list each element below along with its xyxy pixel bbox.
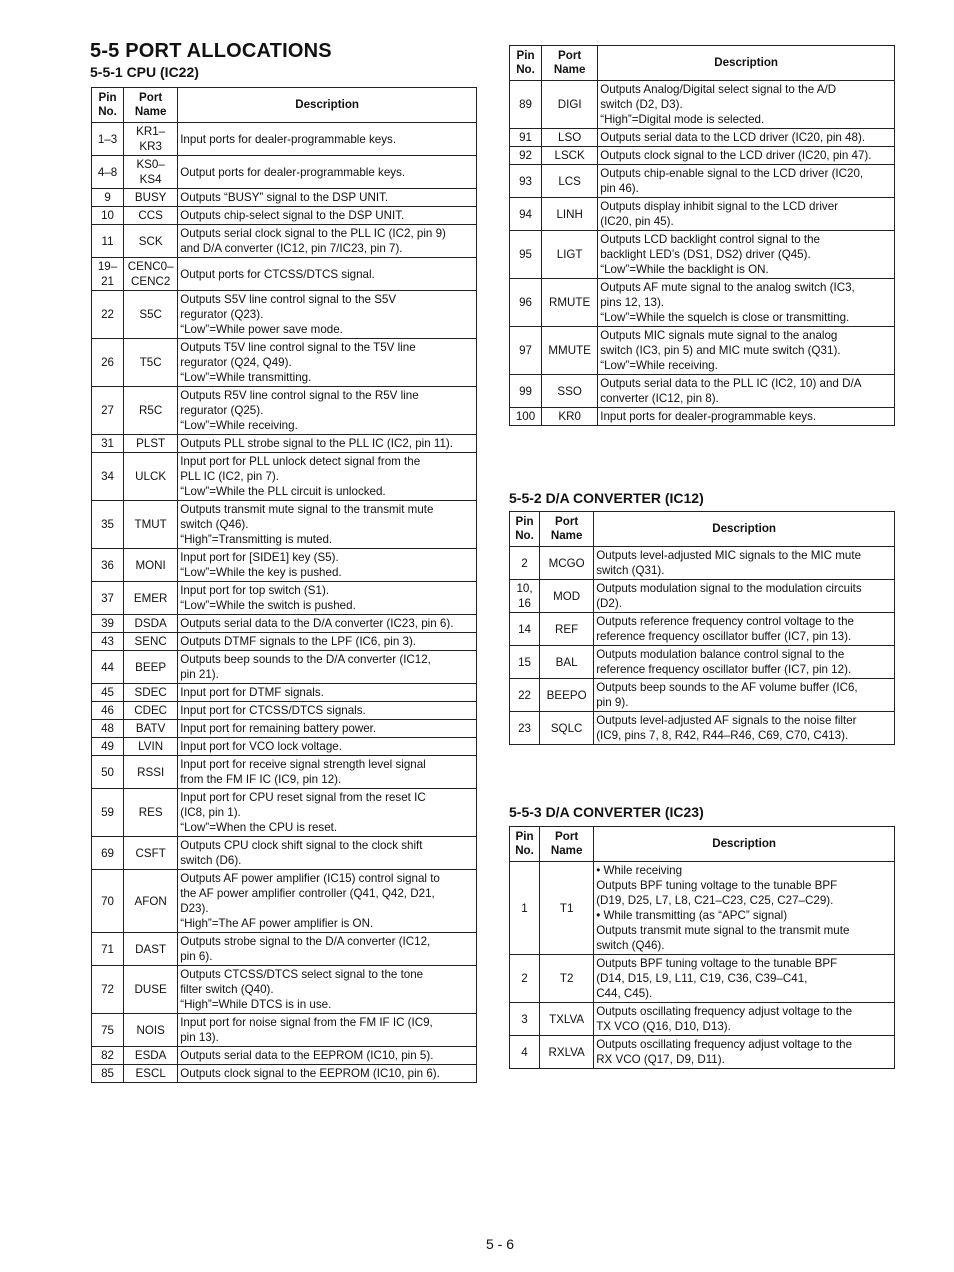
port-cell: PLST bbox=[124, 435, 178, 453]
description-cell: Input port for [SIDE1] key (S5). “Low”=While the key is pushed. bbox=[178, 549, 477, 582]
description-cell: Outputs “BUSY” signal to the DSP UNIT. bbox=[178, 189, 477, 207]
description-cell: Input port for CTCSS/DTCS signals. bbox=[178, 702, 477, 720]
table-row bbox=[510, 165, 895, 198]
port-cell: T1 bbox=[540, 862, 594, 955]
port-cell: CENC0– CENC2 bbox=[124, 258, 178, 291]
pin-cell: 49 bbox=[92, 738, 124, 756]
header-pin-no: Pin No. bbox=[510, 512, 540, 547]
description-cell: Outputs PLL strobe signal to the PLL IC (IC2, pin 11). bbox=[178, 435, 477, 453]
section-heading-cpu: 5-5-1 CPU (IC22) bbox=[90, 64, 199, 80]
pin-cell: 2 bbox=[510, 547, 540, 580]
description-cell: Outputs LCD backlight control signal to the backlight LED’s (DS1, DS2) driver (Q45). “Low”=While the backlight is ON. bbox=[598, 231, 895, 279]
header-pin-no: Pin No. bbox=[510, 46, 542, 81]
table-row bbox=[92, 339, 477, 387]
pin-cell: 9 bbox=[92, 189, 124, 207]
description-cell: Input port for top switch (S1). “Low”=While the switch is pushed. bbox=[178, 582, 477, 615]
description-cell: Outputs modulation signal to the modulation circuits (D2). bbox=[594, 580, 895, 613]
port-cell: LCS bbox=[542, 165, 598, 198]
table-row bbox=[92, 702, 477, 720]
pin-cell: 19– 21 bbox=[92, 258, 124, 291]
description-cell: Input port for noise signal from the FM IF IC (IC9, pin 13). bbox=[178, 1014, 477, 1047]
table-header-row bbox=[92, 88, 477, 123]
port-cell: SDEC bbox=[124, 684, 178, 702]
pin-cell: 96 bbox=[510, 279, 542, 327]
table-row bbox=[510, 279, 895, 327]
pin-cell: 94 bbox=[510, 198, 542, 231]
table-row bbox=[92, 651, 477, 684]
table-row bbox=[510, 129, 895, 147]
table-row bbox=[510, 147, 895, 165]
page-title: 5-5 PORT ALLOCATIONS bbox=[90, 40, 332, 62]
description-cell: Outputs CPU clock shift signal to the clock shift switch (D6). bbox=[178, 837, 477, 870]
table-row bbox=[510, 679, 895, 712]
port-cell: BAL bbox=[540, 646, 594, 679]
port-cell: DAST bbox=[124, 933, 178, 966]
table-row bbox=[92, 453, 477, 501]
pin-cell: 4–8 bbox=[92, 156, 124, 189]
description-cell: Outputs serial data to the PLL IC (IC2, 10) and D/A converter (IC12, pin 8). bbox=[598, 375, 895, 408]
table-row bbox=[92, 615, 477, 633]
description-cell: Outputs clock signal to the LCD driver (IC20, pin 47). bbox=[598, 147, 895, 165]
header-description: Description bbox=[594, 827, 895, 862]
description-cell: Outputs serial clock signal to the PLL IC (IC2, pin 9) and D/A converter (IC12, pin 7/IC23, pin 7). bbox=[178, 225, 477, 258]
pin-cell: 45 bbox=[92, 684, 124, 702]
header-port-name: Port Name bbox=[540, 827, 594, 862]
table-row bbox=[92, 123, 477, 156]
description-cell: • While receiving Outputs BPF tuning voltage to the tunable BPF (D19, D25, L7, L8, C21–C23, C25, C27–C29). • While transmitting (as “APC” signal) Outputs transmit mute signal to the transmit mute switch (Q46). bbox=[594, 862, 895, 955]
port-cell: LVIN bbox=[124, 738, 178, 756]
table-row bbox=[510, 231, 895, 279]
table-row bbox=[92, 684, 477, 702]
port-cell: T5C bbox=[124, 339, 178, 387]
table-row bbox=[92, 225, 477, 258]
table-row bbox=[92, 435, 477, 453]
description-cell: Outputs Analog/Digital select signal to the A/D switch (D2, D3). “High”=Digital mode is selected. bbox=[598, 81, 895, 129]
cpu-port-table bbox=[91, 87, 477, 1083]
description-cell: Input port for PLL unlock detect signal from the PLL IC (IC2, pin 7). “Low”=While the PLL circuit is unlocked. bbox=[178, 453, 477, 501]
header-pin-no: Pin No. bbox=[92, 88, 124, 123]
pin-cell: 44 bbox=[92, 651, 124, 684]
pin-cell: 72 bbox=[92, 966, 124, 1014]
pin-cell: 91 bbox=[510, 129, 542, 147]
pin-cell: 23 bbox=[510, 712, 540, 745]
table-row bbox=[92, 156, 477, 189]
description-cell: Input ports for dealer-programmable keys. bbox=[598, 408, 895, 426]
pin-cell: 1 bbox=[510, 862, 540, 955]
port-cell: ULCK bbox=[124, 453, 178, 501]
da-ic12-port-table bbox=[509, 511, 895, 745]
da-ic23-port-table bbox=[509, 826, 895, 1069]
port-cell: TXLVA bbox=[540, 1003, 594, 1036]
table-row bbox=[92, 387, 477, 435]
table-row bbox=[92, 1014, 477, 1047]
description-cell: Outputs oscillating frequency adjust voltage to the RX VCO (Q17, D9, D11). bbox=[594, 1036, 895, 1069]
table-row bbox=[92, 837, 477, 870]
table-row bbox=[92, 501, 477, 549]
table-row bbox=[92, 189, 477, 207]
description-cell: Outputs modulation balance control signal to the reference frequency oscillator buffer (IC7, pin 12). bbox=[594, 646, 895, 679]
pin-cell: 10, 16 bbox=[510, 580, 540, 613]
port-cell: EMER bbox=[124, 582, 178, 615]
description-cell: Outputs strobe signal to the D/A converter (IC12, pin 6). bbox=[178, 933, 477, 966]
description-cell: Outputs beep sounds to the D/A converter (IC12, pin 21). bbox=[178, 651, 477, 684]
port-cell: ESDA bbox=[124, 1047, 178, 1065]
port-cell: KS0– KS4 bbox=[124, 156, 178, 189]
pin-cell: 97 bbox=[510, 327, 542, 375]
table-row bbox=[92, 720, 477, 738]
port-cell: RSSI bbox=[124, 756, 178, 789]
header-description: Description bbox=[598, 46, 895, 81]
pin-cell: 36 bbox=[92, 549, 124, 582]
port-cell: REF bbox=[540, 613, 594, 646]
pin-cell: 43 bbox=[92, 633, 124, 651]
section-heading-da-ic12: 5-5-2 D/A CONVERTER (IC12) bbox=[509, 490, 704, 506]
port-cell: BEEPO bbox=[540, 679, 594, 712]
pin-cell: 71 bbox=[92, 933, 124, 966]
description-cell: Outputs clock signal to the EEPROM (IC10, pin 6). bbox=[178, 1065, 477, 1083]
pin-cell: 27 bbox=[92, 387, 124, 435]
port-cell: MCGO bbox=[540, 547, 594, 580]
header-description: Description bbox=[178, 88, 477, 123]
pin-cell: 3 bbox=[510, 1003, 540, 1036]
port-cell: RES bbox=[124, 789, 178, 837]
table-row bbox=[92, 756, 477, 789]
pin-cell: 14 bbox=[510, 613, 540, 646]
port-cell: DSDA bbox=[124, 615, 178, 633]
port-cell: LSCK bbox=[542, 147, 598, 165]
table-row bbox=[510, 712, 895, 745]
header-port-name: Port Name bbox=[540, 512, 594, 547]
description-cell: Outputs serial data to the EEPROM (IC10, pin 5). bbox=[178, 1047, 477, 1065]
pin-cell: 92 bbox=[510, 147, 542, 165]
page-number: 5 - 6 bbox=[486, 1236, 515, 1252]
pin-cell: 22 bbox=[92, 291, 124, 339]
table-row bbox=[510, 375, 895, 408]
port-cell: MOD bbox=[540, 580, 594, 613]
table-row bbox=[92, 549, 477, 582]
table-row bbox=[92, 1065, 477, 1083]
description-cell: Outputs beep sounds to the AF volume buffer (IC6, pin 9). bbox=[594, 679, 895, 712]
description-cell: Outputs oscillating frequency adjust voltage to the TX VCO (Q16, D10, D13). bbox=[594, 1003, 895, 1036]
port-cell: SCK bbox=[124, 225, 178, 258]
description-cell: Outputs AF power amplifier (IC15) control signal to the AF power amplifier controller (Q41, Q42, D21, D23). “High”=The AF power amplifier is ON. bbox=[178, 870, 477, 933]
port-cell: SENC bbox=[124, 633, 178, 651]
port-cell: DUSE bbox=[124, 966, 178, 1014]
pin-cell: 69 bbox=[92, 837, 124, 870]
description-cell: Input ports for dealer-programmable keys. bbox=[178, 123, 477, 156]
pin-cell: 22 bbox=[510, 679, 540, 712]
table-row bbox=[92, 738, 477, 756]
pin-cell: 48 bbox=[92, 720, 124, 738]
table-row bbox=[510, 81, 895, 129]
description-cell: Input port for VCO lock voltage. bbox=[178, 738, 477, 756]
pin-cell: 10 bbox=[92, 207, 124, 225]
pin-cell: 46 bbox=[92, 702, 124, 720]
pin-cell: 2 bbox=[510, 955, 540, 1003]
description-cell: Outputs CTCSS/DTCS select signal to the tone filter switch (Q40). “High”=While DTCS is in use. bbox=[178, 966, 477, 1014]
pin-cell: 93 bbox=[510, 165, 542, 198]
table-row bbox=[510, 613, 895, 646]
pin-cell: 1–3 bbox=[92, 123, 124, 156]
port-cell: BATV bbox=[124, 720, 178, 738]
port-cell: AFON bbox=[124, 870, 178, 933]
table-header-row bbox=[510, 46, 895, 81]
table-row bbox=[510, 198, 895, 231]
table-row bbox=[92, 966, 477, 1014]
port-cell: ESCL bbox=[124, 1065, 178, 1083]
port-cell: R5C bbox=[124, 387, 178, 435]
port-cell: MONI bbox=[124, 549, 178, 582]
table-row bbox=[92, 633, 477, 651]
table-row bbox=[92, 1047, 477, 1065]
description-cell: Outputs transmit mute signal to the transmit mute switch (Q46). “High”=Transmitting is muted. bbox=[178, 501, 477, 549]
port-cell: LSO bbox=[542, 129, 598, 147]
pin-cell: 39 bbox=[92, 615, 124, 633]
port-cell: RMUTE bbox=[542, 279, 598, 327]
table-row bbox=[510, 580, 895, 613]
table-row bbox=[510, 955, 895, 1003]
description-cell: Output ports for CTCSS/DTCS signal. bbox=[178, 258, 477, 291]
port-cell: MMUTE bbox=[542, 327, 598, 375]
table-row bbox=[510, 862, 895, 955]
port-cell: KR0 bbox=[542, 408, 598, 426]
description-cell: Output ports for dealer-programmable keys. bbox=[178, 156, 477, 189]
pin-cell: 34 bbox=[92, 453, 124, 501]
port-cell: NOIS bbox=[124, 1014, 178, 1047]
table-row bbox=[92, 582, 477, 615]
header-description: Description bbox=[594, 512, 895, 547]
description-cell: Outputs MIC signals mute signal to the analog switch (IC3, pin 5) and MIC mute switch (Q31). “Low”=While receiving. bbox=[598, 327, 895, 375]
table-row bbox=[510, 327, 895, 375]
description-cell: Outputs serial data to the D/A converter (IC23, pin 6). bbox=[178, 615, 477, 633]
pin-cell: 85 bbox=[92, 1065, 124, 1083]
port-cell: RXLVA bbox=[540, 1036, 594, 1069]
pin-cell: 59 bbox=[92, 789, 124, 837]
cpu-port-table-continued bbox=[509, 45, 895, 426]
description-cell: Outputs chip-select signal to the DSP UNIT. bbox=[178, 207, 477, 225]
port-cell: SQLC bbox=[540, 712, 594, 745]
pin-cell: 35 bbox=[92, 501, 124, 549]
pin-cell: 50 bbox=[92, 756, 124, 789]
table-row bbox=[92, 291, 477, 339]
pin-cell: 70 bbox=[92, 870, 124, 933]
description-cell: Outputs BPF tuning voltage to the tunable BPF (D14, D15, L9, L11, C19, C36, C39–C41, C44, C45). bbox=[594, 955, 895, 1003]
port-cell: BEEP bbox=[124, 651, 178, 684]
pin-cell: 99 bbox=[510, 375, 542, 408]
description-cell: Outputs R5V line control signal to the R5V line regurator (Q25). “Low”=While receiving. bbox=[178, 387, 477, 435]
description-cell: Outputs level-adjusted AF signals to the noise filter (IC9, pins 7, 8, R42, R44–R46, C69, C70, C413). bbox=[594, 712, 895, 745]
section-heading-da-ic23: 5-5-3 D/A CONVERTER (IC23) bbox=[509, 804, 704, 820]
port-cell: S5C bbox=[124, 291, 178, 339]
pin-cell: 31 bbox=[92, 435, 124, 453]
port-cell: CCS bbox=[124, 207, 178, 225]
table-row bbox=[510, 1036, 895, 1069]
pin-cell: 95 bbox=[510, 231, 542, 279]
pin-cell: 37 bbox=[92, 582, 124, 615]
pin-cell: 100 bbox=[510, 408, 542, 426]
port-cell: TMUT bbox=[124, 501, 178, 549]
table-header-row bbox=[510, 512, 895, 547]
port-cell: T2 bbox=[540, 955, 594, 1003]
description-cell: Input port for receive signal strength level signal from the FM IF IC (IC9, pin 12). bbox=[178, 756, 477, 789]
pin-cell: 11 bbox=[92, 225, 124, 258]
pin-cell: 75 bbox=[92, 1014, 124, 1047]
port-cell: LINH bbox=[542, 198, 598, 231]
description-cell: Outputs reference frequency control voltage to the reference frequency oscillator buffer (IC7, pin 13). bbox=[594, 613, 895, 646]
description-cell: Outputs DTMF signals to the LPF (IC6, pin 3). bbox=[178, 633, 477, 651]
table-row bbox=[92, 258, 477, 291]
table-header-row bbox=[510, 827, 895, 862]
table-row bbox=[510, 408, 895, 426]
port-cell: BUSY bbox=[124, 189, 178, 207]
port-cell: DIGI bbox=[542, 81, 598, 129]
table-row bbox=[510, 547, 895, 580]
description-cell: Outputs serial data to the LCD driver (IC20, pin 48). bbox=[598, 129, 895, 147]
table-row bbox=[510, 1003, 895, 1036]
description-cell: Input port for remaining battery power. bbox=[178, 720, 477, 738]
port-cell: LIGT bbox=[542, 231, 598, 279]
pin-cell: 15 bbox=[510, 646, 540, 679]
pin-cell: 26 bbox=[92, 339, 124, 387]
table-row bbox=[92, 933, 477, 966]
header-pin-no: Pin No. bbox=[510, 827, 540, 862]
port-cell: CSFT bbox=[124, 837, 178, 870]
port-cell: SSO bbox=[542, 375, 598, 408]
description-cell: Input port for DTMF signals. bbox=[178, 684, 477, 702]
pin-cell: 4 bbox=[510, 1036, 540, 1069]
port-cell: CDEC bbox=[124, 702, 178, 720]
table-row bbox=[510, 646, 895, 679]
description-cell: Input port for CPU reset signal from the reset IC (IC8, pin 1). “Low”=When the CPU is reset. bbox=[178, 789, 477, 837]
description-cell: Outputs display inhibit signal to the LCD driver (IC20, pin 45). bbox=[598, 198, 895, 231]
header-port-name: Port Name bbox=[542, 46, 598, 81]
description-cell: Outputs AF mute signal to the analog switch (IC3, pins 12, 13). “Low”=While the squelch is close or transmitting. bbox=[598, 279, 895, 327]
description-cell: Outputs T5V line control signal to the T5V line regurator (Q24, Q49). “Low”=While transmitting. bbox=[178, 339, 477, 387]
description-cell: Outputs level-adjusted MIC signals to the MIC mute switch (Q31). bbox=[594, 547, 895, 580]
table-row bbox=[92, 870, 477, 933]
table-row bbox=[92, 789, 477, 837]
table-row bbox=[92, 207, 477, 225]
description-cell: Outputs S5V line control signal to the S5V regurator (Q23). “Low”=While power save mode. bbox=[178, 291, 477, 339]
pin-cell: 89 bbox=[510, 81, 542, 129]
header-port-name: Port Name bbox=[124, 88, 178, 123]
pin-cell: 82 bbox=[92, 1047, 124, 1065]
port-cell: KR1– KR3 bbox=[124, 123, 178, 156]
description-cell: Outputs chip-enable signal to the LCD driver (IC20, pin 46). bbox=[598, 165, 895, 198]
